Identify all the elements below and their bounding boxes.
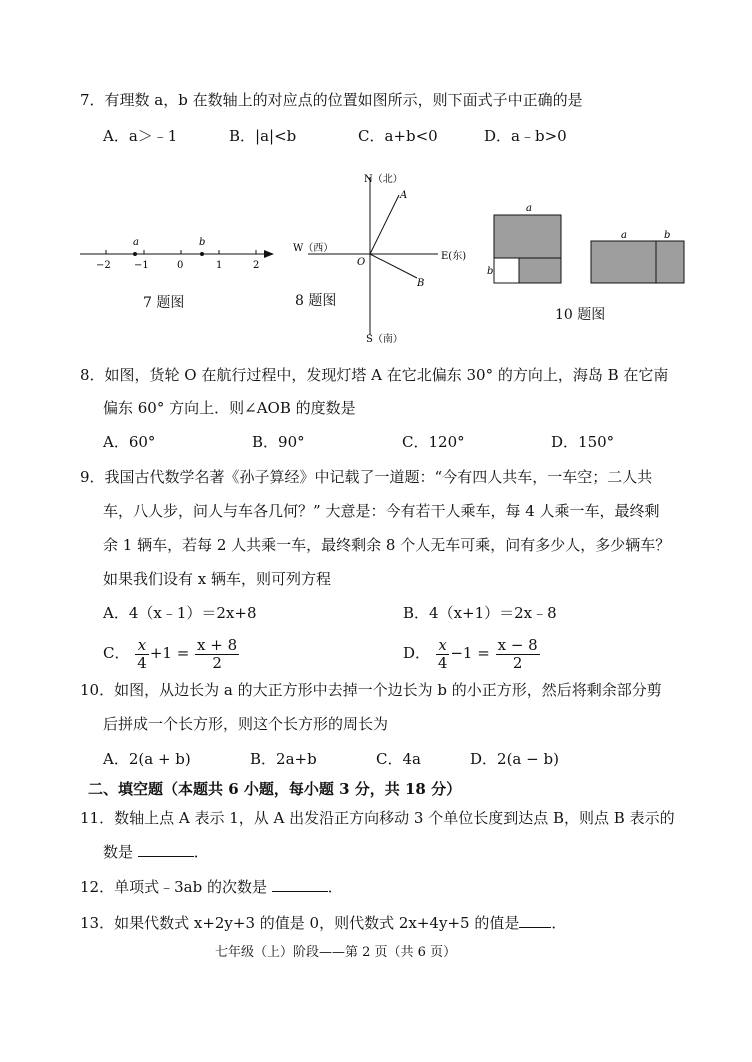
q7-option-d: D．a﹣b>0 [484, 127, 567, 145]
q12-answer-blank [272, 877, 328, 892]
fig10-label-a2: a [621, 230, 627, 241]
fig7-label-a: a [133, 237, 139, 248]
q9-line2: 车，八人步，问人与车各几何？” 大意是：今有若干人乘车，每 4 人乘一车，最终剩 [103, 502, 660, 520]
q9-option-c-frac-right: $\frac{x + 8}{2}$ [197, 635, 238, 672]
q13-answer-blank [519, 913, 551, 928]
fig10-caption: 10 题图 [555, 307, 606, 323]
fig8-compass [288, 165, 488, 350]
fig7-caption: 7 题图 [143, 295, 185, 311]
q9-line3: 余 1 辆车，若每 2 人共乘一车，最终剩余 8 个人无车可乘，问有多少人，多少辆车？ [103, 536, 671, 554]
fig10-rectangle [591, 241, 684, 283]
q7-option-a: A．a＞﹣1 [103, 127, 178, 145]
q10-line2: 后拼成一个长方形，则这个长方形的周长为 [103, 715, 389, 733]
fig7-point-a-dot [133, 252, 137, 256]
q8-option-a: A．60° [103, 433, 156, 451]
fig7-number-line [78, 228, 278, 278]
fig8-label-origin: O [357, 257, 366, 268]
q11-line2: 数是 ． [103, 843, 209, 861]
q7-stem: 7．有理数 a，b 在数轴上的对应点的位置如图所示，则下面式子中正确的是 [80, 91, 583, 109]
fig10-label-b1: b [487, 266, 494, 277]
fig8-caption: 8 题图 [295, 293, 337, 309]
fig7-tick-1: 1 [216, 260, 223, 271]
fig7-tick-neg2: −2 [96, 260, 111, 271]
q9-option-d: D． $\frac{x}{4}$ −1 = $\frac{x - 8}{2}$ [403, 635, 538, 672]
fig10-label-a1: a [526, 203, 532, 214]
q10-option-b: B．2a+b [250, 750, 317, 768]
q12-line: 12．单项式﹣3ab 的次数是 ． [80, 878, 343, 896]
q7-option-b: B．|a|<b [229, 127, 297, 145]
q10-line1: 10．如图，从边长为 a 的大正方形中去掉一个边长为 b 的小正方形，然后将剩余部分剪 [80, 681, 662, 699]
q8-option-d: D．150° [551, 433, 615, 451]
fig7-label-b: b [199, 237, 206, 248]
q8-line1: 8．如图，货轮 O 在航行过程中，发现灯塔 A 在它北偏东 30° 的方向上，海岛 B 在它南 [80, 366, 669, 384]
q9-line1: 9．我国古代数学名著《孙子算经》中记载了一道题：“今有四人共车，一车空；二人共 [80, 468, 653, 486]
fig10-label-b2: b [664, 230, 671, 241]
q9-option-d-frac-left: $\frac{x}{4}$ [437, 635, 448, 672]
q9-option-a: A．4（x﹣1）＝2x+8 [103, 604, 257, 622]
q10-option-a: A．2(a + b) [103, 750, 191, 768]
q8-option-c: C．120° [402, 433, 465, 451]
q11-answer-blank [138, 842, 194, 857]
q9-option-c-frac-left: $\frac{x}{4}$ [137, 635, 147, 672]
q8-line2: 偏东 60° 方向上．则∠AOB 的度数是 [103, 399, 356, 417]
fig8-label-b: B [417, 278, 425, 289]
q7-option-c: C．a+b<0 [358, 127, 438, 145]
q8-option-b: B．90° [252, 433, 305, 451]
q11-line1: 11．数轴上点 A 表示 1，从 A 出发沿正方向移动 3 个单位长度到达点 B，则点 B 表示的 [80, 809, 675, 827]
q9-option-c: C． $\frac{x}{4}$ +1 = $\frac{x + 8}{2}$ [103, 635, 238, 672]
section2-heading: 二、填空题（本题共 6 小题，每小题 3 分，共 18 分） [88, 780, 462, 798]
q10-option-c: C．4a [376, 750, 421, 768]
q13-line: 13．如果代数式 x+2y+3 的值是 0，则代数式 2x+4y+5 的值是 ． [80, 914, 567, 932]
fig7-point-b-dot [200, 252, 204, 256]
page-footer: 七年级（上）阶段——第 2 页（共 6 页） [215, 945, 457, 960]
q9-line4: 如果我们设有 x 辆车，则可列方程 [103, 570, 331, 588]
fig8-label-a: A [400, 190, 408, 201]
q9-option-d-frac-right: $\frac{x - 8}{2}$ [497, 635, 538, 672]
fig8-label-east: E(东) [441, 251, 467, 262]
fig8-label-south: S（南） [366, 334, 403, 345]
fig7-tick-0: 0 [177, 260, 184, 271]
q9-option-b: B．4（x+1）＝2x﹣8 [403, 604, 557, 622]
fig8-label-west: W（西） [293, 243, 334, 254]
fig10-removed-square [494, 258, 519, 283]
fig7-tick-neg1: −1 [134, 260, 149, 271]
q10-option-d: D．2(a − b) [470, 750, 559, 768]
fig7-tick-2: 2 [253, 260, 260, 271]
fig10-diagram [485, 198, 690, 290]
fig8-label-north: N（北） [364, 174, 403, 185]
